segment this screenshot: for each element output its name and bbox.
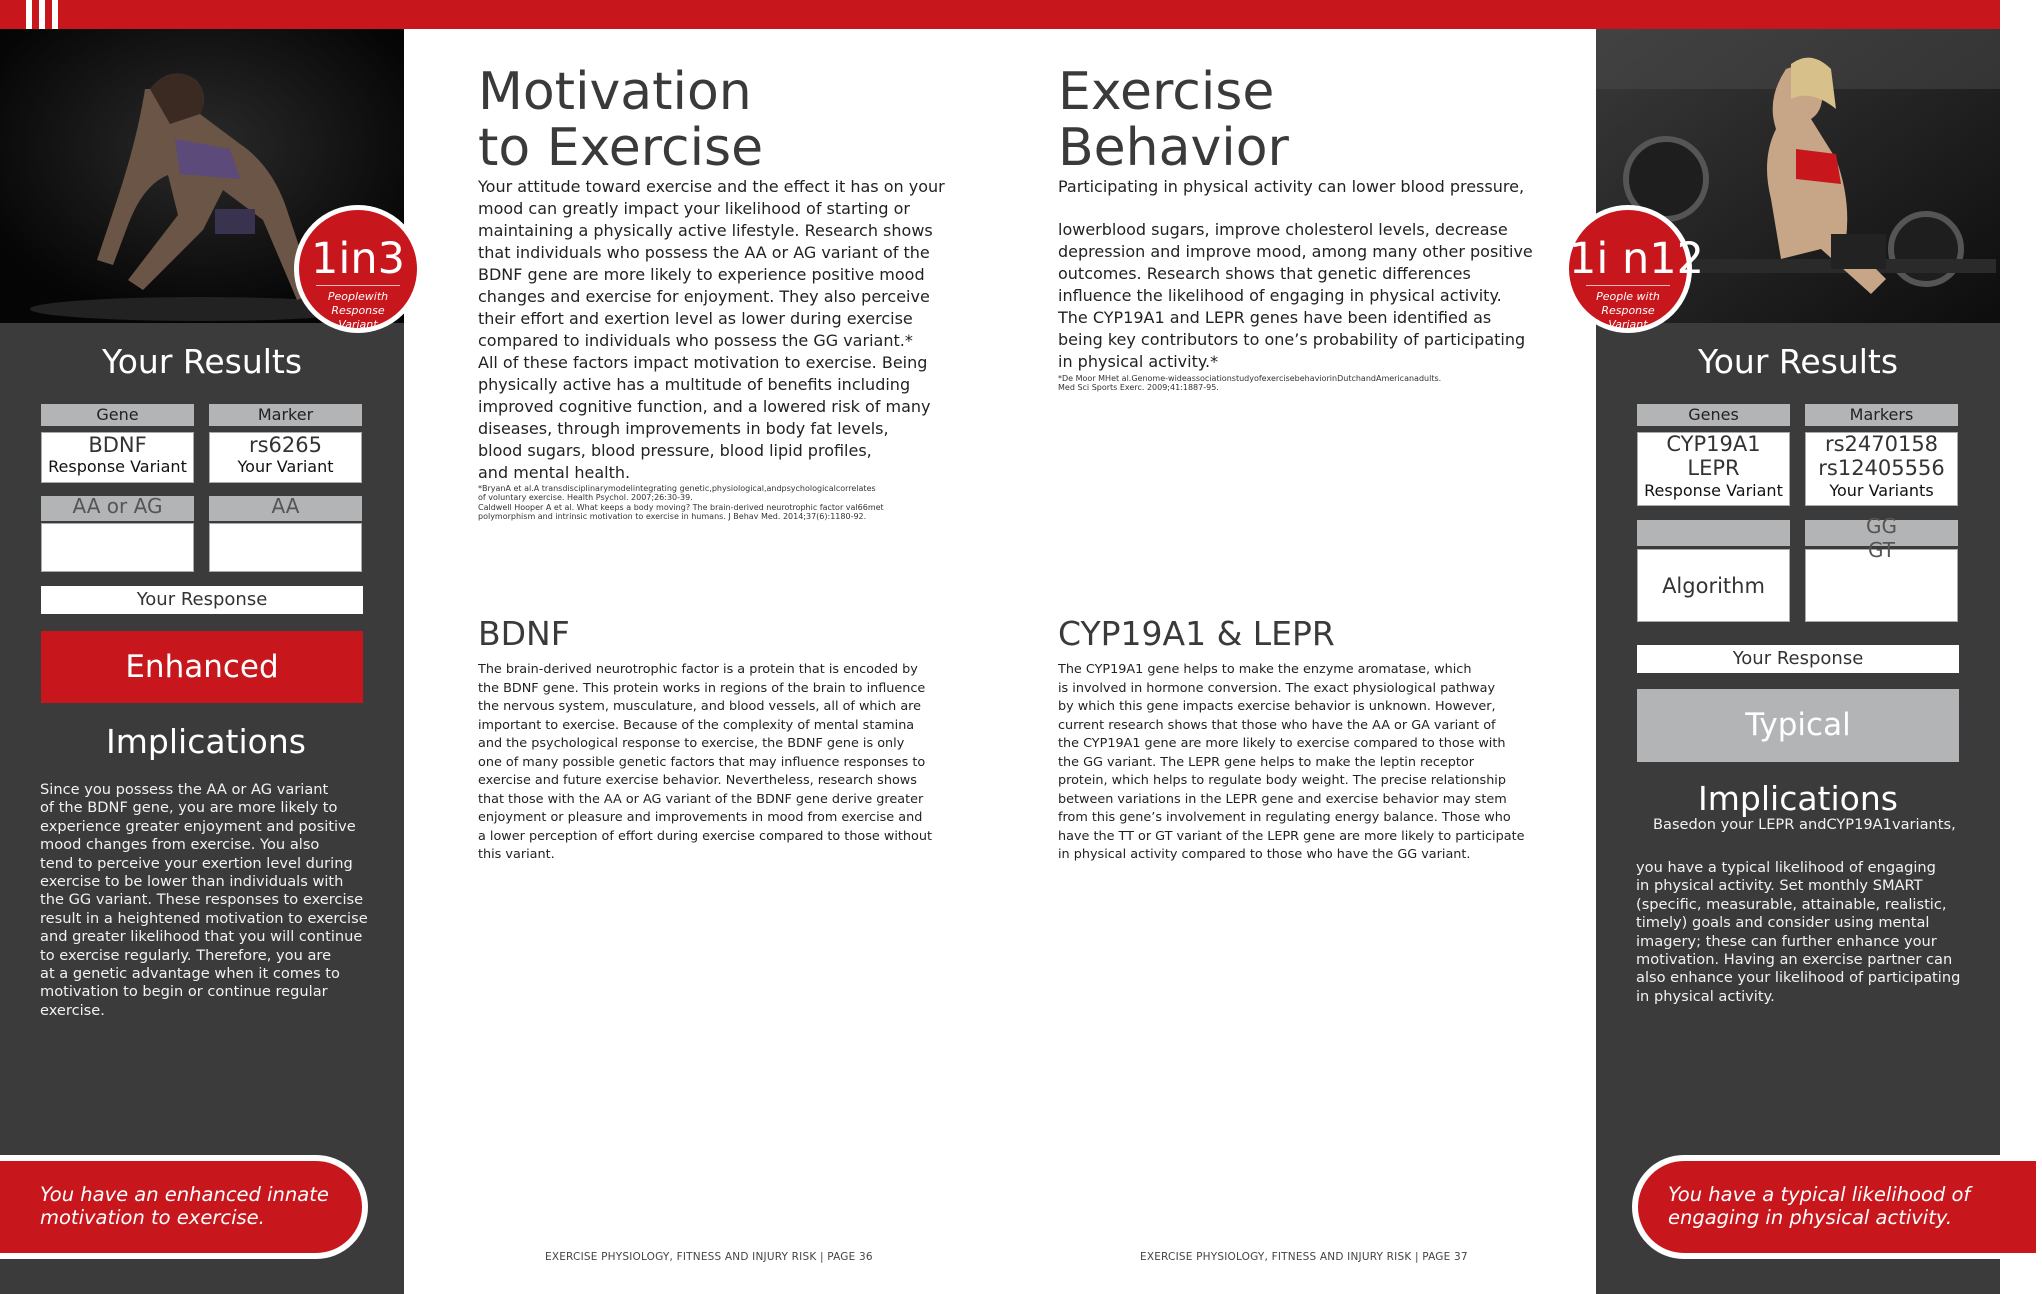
- right-stat-badge: [1564, 205, 1704, 333]
- left-gene-header: Gene: [41, 404, 194, 426]
- right-references: *De Moor MHet al.Genome-wideassociationstudyofexercisebehaviorinDutchandAmericanadults. Med Sci Sports Exerc. 2009;41:1887-95.: [1058, 374, 1442, 393]
- right-implications-text: you have a typical likelihood of engaging in physical activity. Set monthly SMART (specific, measurable, attainable, realistic, timely) goals and consider using mental imagery; these can further enhance your motivation. Having an exercise partner can also enhance your likelihood of participating in physical activity.: [1636, 859, 1961, 1005]
- cyp19a1-lepr-paragraph: The CYP19A1 gene helps to make the enzyme aromatase, which is involved in hormone conversion. The exact physiological pathway by which this gene impacts exercise behavior is unknown. However, current research shows that those who have the AA or GA variant of the CYP19A1 gene are more likely to exercise compared to those with the GG variant. The LEPR gene helps to make the leptin receptor protein, which helps to regulate body weight. The precise relationship between variations in the LEPR gene and exercise behavior may stem from this gene’s involvement in regulating energy balance. Those who have the TT or GT variant of the LEPR gene are more likely to participate in physical activity compared to those who have the GG variant.: [1058, 662, 1525, 862]
- left-gene-value: BDNF: [88, 433, 147, 457]
- right-page-title: Exercise Behavior: [1058, 62, 1289, 178]
- right-variants-cell: [1805, 538, 1958, 622]
- left-marker-header: Marker: [209, 404, 362, 426]
- right-response-variant-box: [1637, 520, 1790, 546]
- left-gene-cell: [41, 432, 194, 483]
- right-marker-value-2: rs12405556: [1818, 456, 1945, 480]
- right-markers-cell: [1805, 432, 1958, 506]
- left-badge-caption-3: Variant: [338, 318, 378, 331]
- right-variant-gt: GT: [1867, 538, 1895, 562]
- left-badge-caption-2: Response: [331, 304, 385, 317]
- left-empty-cell-1: [41, 523, 194, 572]
- left-response-variant: AA or AG: [41, 496, 194, 521]
- left-implications-text: Since you possess the AA or AG variant of the BDNF gene, you are more likely to experience greater enjoyment and positive mood changes from exercise. You also tend to perceive your exertion level during exercise to be lower than individuals with the GG variant. These responses to exercise result in a heightened motivation to exercise and greater likelihood that you will continue to exercise regularly. Therefore, you are at a genetic advantage when it comes to motivation to begin or continue regular exercise.: [40, 781, 368, 1019]
- left-marker-value: rs6265: [248, 433, 323, 457]
- right-gene-value-1: CYP19A1: [1666, 432, 1761, 456]
- right-implications-heading: Implications: [1698, 779, 1898, 818]
- left-marker-sub: Your Variant: [237, 457, 334, 476]
- right-results-heading: Your Results: [1697, 342, 1899, 381]
- right-variant-gg: GG: [1866, 514, 1897, 538]
- left-results-heading: Your Results: [101, 342, 303, 381]
- right-gene-sub: Response Variant: [1644, 481, 1783, 500]
- left-your-variant: AA: [209, 496, 362, 521]
- right-genes-cell: [1637, 432, 1790, 506]
- bdnf-paragraph: The brain-derived neurotrophic factor is a protein that is encoded by the BDNF gene. This protein works in regions of the brain to influence the nervous system, musculature, and blood vessels, all of which are important to exercise. Because of the complexity of mental stamina and the psychological response to exercise, the BDNF gene is only one of many possible genetic factors that may influence responses to exercise and future exercise behavior. Nevertheless, research shows that those with the AA or AG variant of the BDNF gene derive greater enjoyment or pleasure and improvements in mood from exercise and a lower perception of effort during exercise compared to those without this variant.: [478, 662, 932, 862]
- right-marker-sub: Your Variants: [1829, 481, 1934, 500]
- left-response-label: Your Response: [41, 586, 363, 614]
- left-results-sidebar: [0, 29, 404, 1294]
- left-stat-badge: [294, 205, 422, 333]
- right-gene-value-2: LEPR: [1687, 456, 1740, 480]
- right-intro-paragraph: lowerblood sugars, improve cholesterol levels, decrease depression and improve mood, among many other positive outcomes. Research shows that genetic differences influence the likelihood of engaging in physical activity. The CYP19A1 and LEPR genes have been identified as being key contributors to one’s probability of participating in physical activity.*: [1058, 220, 1533, 371]
- left-summary-callout: You have an enhanced innate motivation to exercise.: [0, 1155, 368, 1259]
- right-badge-caption-3: Variant: [1608, 318, 1648, 331]
- right-algorithm-cell: Algorithm: [1637, 549, 1790, 622]
- left-intro-paragraph: Your attitude toward exercise and the effect it has on your mood can greatly impact your likelihood of starting or maintaining a physically active lifestyle. Research shows that individuals who possess the AA or AG variant of the BDNF gene are more likely to experience positive mood changes and exercise for enjoyment. They also perceive their effort and exertion level as lower during exercise compared to individuals who possess the GG variant.* All of these factors impact motivation to exercise. Being physically active has a multitude of benefits including improved cognitive function, and a lowered risk of many diseases, through improvements in body fat levels, blood sugars, blood pressure, blood lipid profiles, and mental health.: [478, 177, 945, 482]
- left-badge-stat: 1in3: [311, 234, 405, 284]
- right-summary-callout: You have a typical likelihood of engaging in physical activity.: [1632, 1155, 2042, 1259]
- right-badge-caption-2: Response: [1601, 304, 1655, 317]
- right-intro-first-line: Participating in physical activity can lower blood pressure,: [1058, 177, 1525, 196]
- right-marker-value-1: rs2470158: [1824, 432, 1939, 456]
- left-badge-caption-1: Peoplewith: [327, 290, 389, 303]
- top-bar-stripes: [26, 0, 58, 29]
- right-response-value: Typical: [1637, 689, 1959, 762]
- right-response-label: Your Response: [1637, 645, 1959, 673]
- right-badge-stat: 1i n12: [1569, 234, 1704, 284]
- right-page-footer: EXERCISE PHYSIOLOGY, FITNESS AND INJURY RISK | PAGE 37: [1140, 1251, 1468, 1263]
- left-page-title: Motivation to Exercise: [478, 62, 764, 178]
- right-markers-header: Markers: [1805, 404, 1958, 426]
- left-gene-sub: Response Variant: [48, 457, 187, 476]
- left-page-footer: EXERCISE PHYSIOLOGY, FITNESS AND INJURY RISK | PAGE 36: [545, 1251, 873, 1263]
- left-empty-cell-2: [209, 523, 362, 572]
- left-marker-cell: [209, 432, 362, 483]
- right-results-sidebar: [1569, 29, 2000, 1294]
- left-implications-heading: Implications: [106, 722, 306, 761]
- bdnf-subhead: BDNF: [478, 614, 570, 653]
- left-references: *BryanA et al.A transdisciplinarymodelintegrating genetic,physiological,andpsychologicalcorrelates of voluntary exercise. Health Psychol. 2007;26:30-39. Caldwell Hooper A et al. What keeps a body moving? The brain-derived neurotrophic factor val66met polymorphism and intrinsic motivation to exercise in humans. J Behav Med. 2014;37(6):1180-92.: [478, 484, 884, 521]
- right-badge-caption-1: People with: [1596, 290, 1660, 303]
- cyp19a1-lepr-subhead: CYP19A1 & LEPR: [1058, 614, 1335, 653]
- top-accent-bar: [0, 0, 2000, 29]
- right-genes-header: Genes: [1637, 404, 1790, 426]
- right-implications-first-line: Basedon your LEPR andCYP19A1variants,: [1653, 816, 1956, 833]
- left-response-value: Enhanced: [41, 631, 363, 703]
